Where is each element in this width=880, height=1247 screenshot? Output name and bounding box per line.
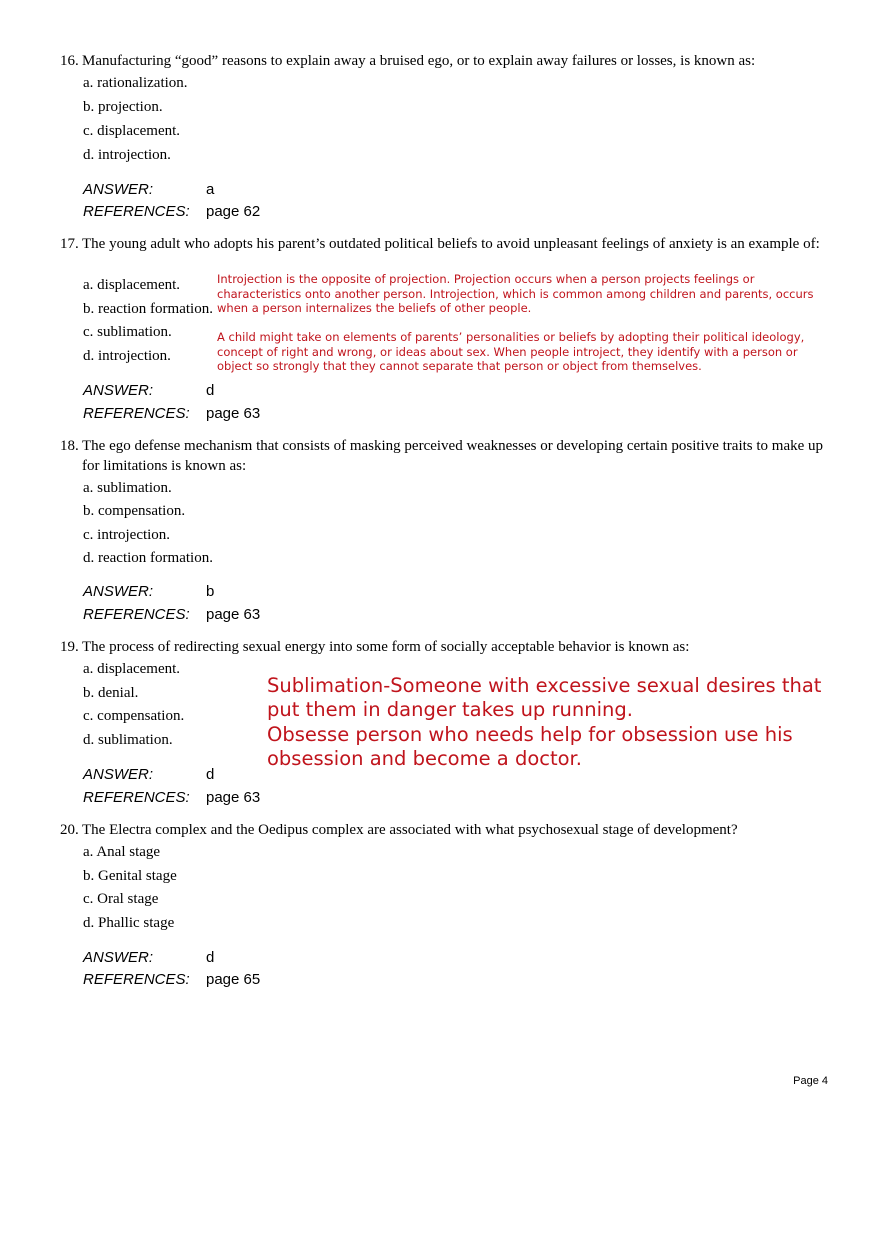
references-label: REFERENCES: <box>83 971 190 988</box>
option-c: c. displacement. <box>83 123 181 139</box>
answer-value: d <box>206 766 215 783</box>
option-b: b. compensation. <box>83 503 186 519</box>
references-value: page 65 <box>206 971 261 988</box>
option-a: a. sublimation. <box>83 480 172 496</box>
answer-label: ANSWER: <box>83 949 154 966</box>
option-b: b. Genital stage <box>83 868 177 884</box>
introjection-annotation-2: A child might take on elements of parents’ personalities or beliefs by adopting their political ideology, concept of right and wrong, or ideas about sex. When people introject, they identify with a person or object so strongly that they cannot separate that person or object from themselves. <box>217 330 805 373</box>
option-b: b. projection. <box>83 99 163 115</box>
sublimation-annotation-2: Obsesse person who needs help for obsession use his obsession and become a doctor. <box>267 723 793 770</box>
option-d: d. introjection. <box>83 348 171 364</box>
option-c: c. compensation. <box>83 708 185 724</box>
question-stem: Manufacturing “good” reasons to explain away a bruised ego, or to explain away failures or losses, is known as: <box>82 53 756 69</box>
option-a: a. rationalization. <box>83 75 188 91</box>
question-17 <box>60 234 830 254</box>
option-d: d. Phallic stage <box>83 915 175 931</box>
question-number: 20. <box>60 822 79 838</box>
option-d: d. sublimation. <box>83 732 173 748</box>
question-stem: The Electra complex and the Oedipus complex are associated with what psychosexual stage of development? <box>82 822 738 838</box>
answer-value: d <box>206 949 215 966</box>
option-d: d. reaction formation. <box>83 550 213 566</box>
option-b: b. denial. <box>83 685 139 701</box>
page-number: Page 4 <box>793 1075 828 1087</box>
references-label: REFERENCES: <box>83 405 190 422</box>
question-number: 19. <box>60 639 79 655</box>
answer-label: ANSWER: <box>83 382 154 399</box>
references-label: REFERENCES: <box>83 789 190 806</box>
question-19 <box>60 637 830 657</box>
references-value: page 63 <box>206 606 261 623</box>
question-stem: The process of redirecting sexual energy into some form of socially acceptable behavior is known as: <box>82 639 690 655</box>
answer-label: ANSWER: <box>83 181 154 198</box>
option-d: d. introjection. <box>83 147 171 163</box>
references-label: REFERENCES: <box>83 606 190 623</box>
option-b: b. reaction formation. <box>83 301 213 317</box>
references-value: page 62 <box>206 203 261 220</box>
question-number: 16. <box>60 53 79 69</box>
question-18 <box>60 436 830 476</box>
question-number: 17. <box>60 236 79 252</box>
answer-value: d <box>206 382 215 399</box>
answer-value: a <box>206 181 215 198</box>
option-c: c. sublimation. <box>83 324 172 340</box>
question-20 <box>60 820 830 840</box>
option-c: c. Oral stage <box>83 891 159 907</box>
references-value: page 63 <box>206 405 261 422</box>
option-c: c. introjection. <box>83 527 171 543</box>
answer-value: b <box>206 583 215 600</box>
sublimation-annotation-1: Sublimation-Someone with excessive sexual desires that put them in danger takes up running. <box>267 674 822 721</box>
question-stem: The young adult who adopts his parent’s outdated political beliefs to avoid unpleasant feelings of anxiety is an example of: <box>82 236 820 252</box>
question-number: 18. <box>60 438 79 454</box>
references-label: REFERENCES: <box>83 203 190 220</box>
option-a: a. displacement. <box>83 661 181 677</box>
answer-label: ANSWER: <box>83 583 154 600</box>
references-value: page 63 <box>206 789 261 806</box>
answer-label: ANSWER: <box>83 766 154 783</box>
question-stem: The ego defense mechanism that consists of masking perceived weaknesses or developing certain positive traits to make up for limitations is known as: <box>82 438 824 474</box>
option-a: a. Anal stage <box>83 844 161 860</box>
introjection-annotation-1: Introjection is the opposite of projection. Projection occurs when a person projects feelings or characteristics onto another person. Introjection, which is common among children and parents, occurs when a person internalizes the beliefs of other people. <box>217 272 814 315</box>
question-16 <box>60 51 830 71</box>
option-a: a. displacement. <box>83 277 181 293</box>
